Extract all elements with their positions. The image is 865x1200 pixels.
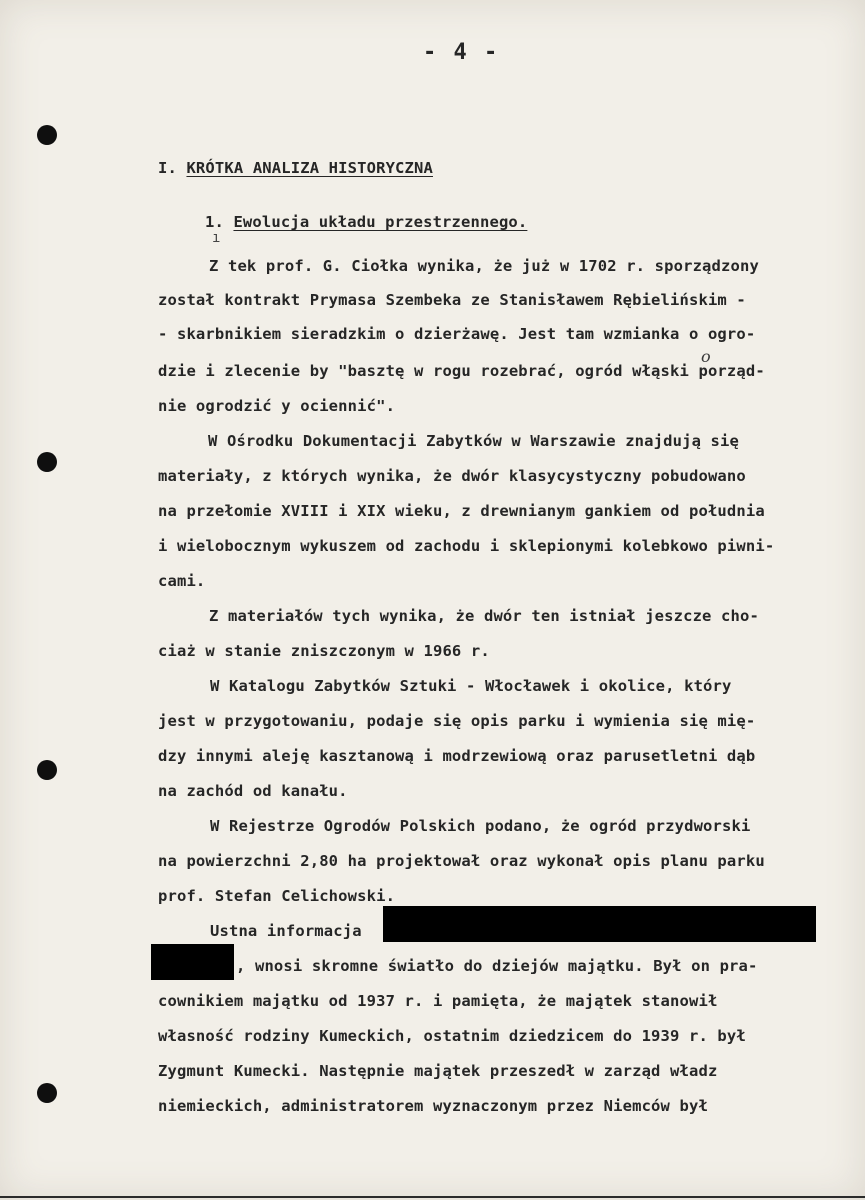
text-line: dzie i zlecenie by "basztę w rogu rozebrać, ogród włąski porząd- (158, 362, 765, 380)
handwritten-correction: o (701, 347, 711, 366)
text-line: niemieckich, administratorem wyznaczonym przez Niemców był (158, 1097, 708, 1115)
text-line: W Rejestrze Ogrodów Polskich podano, że ogród przydworski (210, 817, 751, 835)
text-line: na przełomie XVIII i XIX wieku, z drewnianym gankiem od południa (158, 502, 765, 520)
section-heading-number: I. (158, 159, 187, 177)
page-number: - 4 - (423, 40, 500, 65)
punch-hole-icon (37, 1083, 57, 1103)
punch-hole-icon (37, 452, 57, 472)
subsection-heading-number: 1. (205, 213, 234, 231)
section-heading-title: KRÓTKA ANALIZA HISTORYCZNA (186, 159, 433, 177)
subsection-heading-title: Ewolucja układu przestrzennego. (233, 213, 528, 231)
text-line: - skarbnikiem sieradzkim o dzierżawę. Jest tam wzmianka o ogro- (158, 325, 756, 343)
text-line: i wielobocznym wykuszem od zachodu i sklepionymi kolebkowo piwni- (158, 537, 775, 555)
punch-hole-icon (37, 125, 57, 145)
text-line: Z materiałów tych wynika, że dwór ten istniał jeszcze cho- (209, 607, 759, 625)
text-line: jest w przygotowaniu, podaje się opis parku i wymienia się mię- (158, 712, 756, 730)
stray-mark: ı (212, 230, 221, 246)
text-line: nie ogrodzić y ociennić". (158, 397, 396, 415)
text-line: , wnosi skromne światło do dziejów majątku. Był on pra- (236, 957, 758, 975)
text-line: materiały, z których wynika, że dwór klasycystyczny pobudowano (158, 467, 746, 485)
text-line: W Ośrodku Dokumentacji Zabytków w Warszawie znajdują się (208, 432, 739, 450)
redaction-block (383, 906, 816, 942)
punch-hole-icon (37, 760, 57, 780)
text-line: został kontrakt Prymasa Szembeka ze Stanisławem Rębielińskim - (158, 291, 746, 309)
text-line: na powierzchni 2,80 ha projektował oraz wykonał opis planu parku (158, 852, 765, 870)
text-line: ciaż w stanie zniszczonym w 1966 r. (158, 642, 490, 660)
text-line: prof. Stefan Celichowski. (158, 887, 396, 905)
text-line: własność rodziny Kumeckich, ostatnim dziedzicem do 1939 r. był (158, 1027, 746, 1045)
text-line: Ustna informacja (210, 922, 362, 940)
redaction-block (151, 944, 234, 980)
text-line: Zygmunt Kumecki. Następnie majątek przeszedł w zarząd władz (158, 1062, 718, 1080)
bottom-edge-line (0, 1196, 865, 1198)
text-line: dzy innymi aleję kasztanową i modrzewiową oraz parusetletni dąb (158, 747, 756, 765)
text-line: cownikiem majątku od 1937 r. i pamięta, że majątek stanowił (158, 992, 718, 1010)
text-line: W Katalogu Zabytków Sztuki - Włocławek i okolice, który (210, 677, 732, 695)
subsection-heading (205, 212, 527, 232)
text-line: cami. (158, 572, 206, 590)
section-heading (158, 158, 433, 178)
text-line: Z tek prof. G. Ciołka wynika, że już w 1702 r. sporządzony (209, 257, 759, 275)
text-line: na zachód od kanału. (158, 782, 348, 800)
